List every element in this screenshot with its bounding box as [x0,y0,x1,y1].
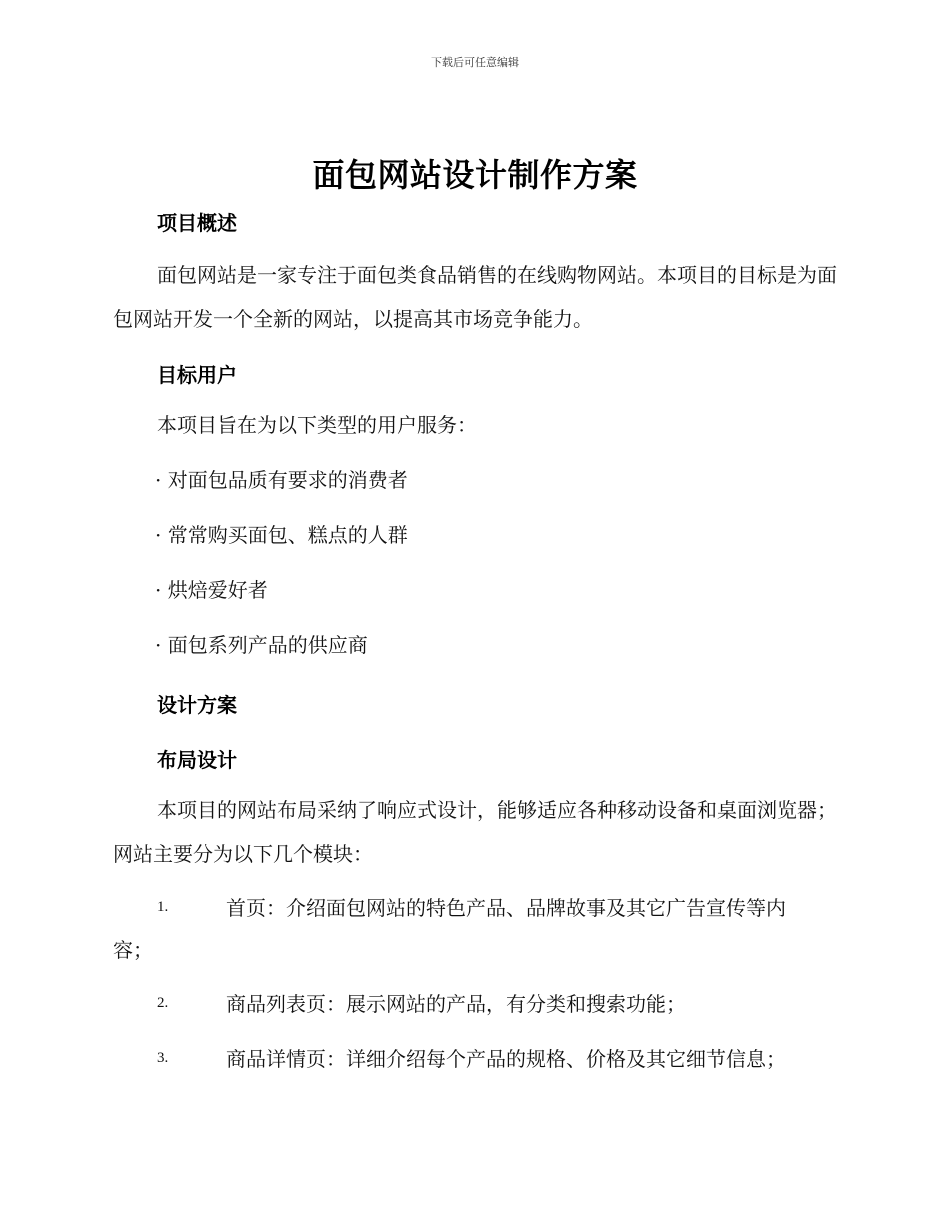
list-item-continuation: 容； [113,938,153,962]
list-number: 2. [157,995,169,1011]
list-number: 1. [157,899,169,915]
header-note: 下载后可任意编辑 [431,56,519,69]
heading-layout-design: 布局设计 [157,748,237,772]
list-item: 商品详情页：详细介绍每个产品的规格、价格及其它细节信息； [226,1047,786,1071]
paragraph-overview: 面包网站是一家专注于面包类食品销售的在线购物网站。本项目的目标是为面包网站开发一个全新的网站，以提高其市场竞争能力。 [113,263,837,331]
list-item: 首页：介绍面包网站的特色产品、品牌故事及其它广告宣传等内 [226,896,786,920]
list-number: 3. [157,1050,169,1066]
list-item: · 对面包品质有要求的消费者 [155,468,408,492]
list-item: · 面包系列产品的供应商 [155,633,368,657]
paragraph-users-intro: 本项目旨在为以下类型的用户服务： [157,413,477,437]
heading-overview: 项目概述 [157,211,237,235]
list-item: · 常常购买面包、糕点的人群 [155,523,408,547]
page-title: 面包网站设计制作方案 [312,156,638,194]
list-item: 商品列表页：展示网站的产品，有分类和搜索功能； [226,992,686,1016]
heading-target-users: 目标用户 [157,363,237,387]
list-item: · 烘焙爱好者 [155,578,268,602]
paragraph-layout: 本项目的网站布局采纳了响应式设计，能够适应各种移动设备和桌面浏览器；网站主要分为以下几个模块： [113,798,837,866]
heading-design-plan: 设计方案 [157,693,237,717]
